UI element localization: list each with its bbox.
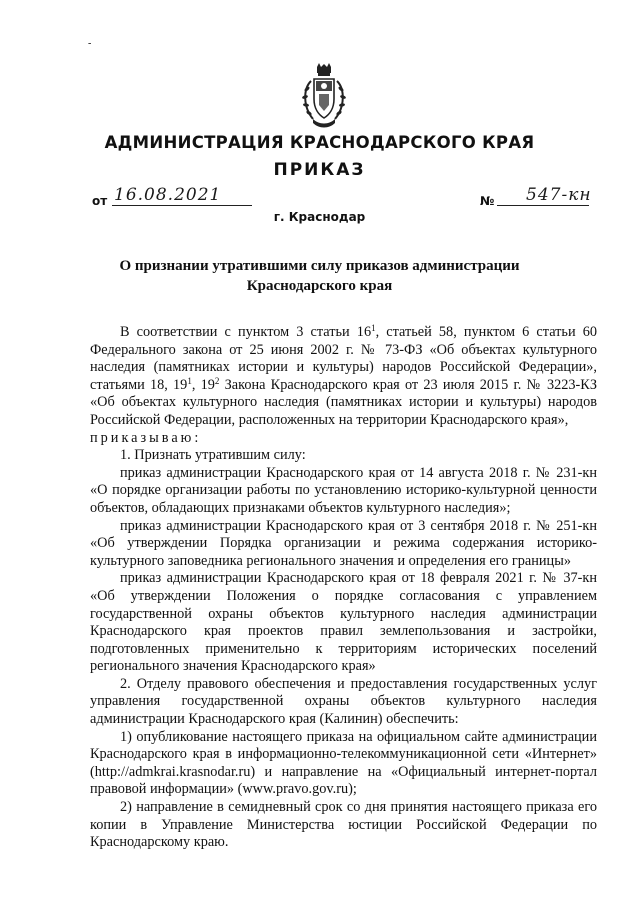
date-value: 16.08.2021	[114, 185, 222, 205]
city: г. Краснодар	[273, 210, 366, 224]
order-word: приказываю:	[90, 429, 202, 446]
number-label: №	[480, 194, 495, 208]
item-2: 2. Отделу правового обеспечения и предоставления государственных услуг управления государственной охраны объектов культурного наследия администрации Краснодарского края (Калинин) обеспечить:	[90, 675, 597, 728]
margin-mark: -	[88, 38, 92, 49]
item-2-subitem-2: 2) направление в семидневный срок со дня принятия настоящего приказа его копии в Управление Министерства юстиции Российской Федерации по Краснодарскому краю.	[90, 799, 597, 851]
superscript: 2	[214, 375, 220, 386]
organization-name: АДМИНИСТРАЦИЯ КРАСНОДАРСКОГО КРАЯ	[104, 133, 535, 152]
preamble-text-a: В соответствии с пунктом 3 статьи 16	[120, 324, 372, 340]
preamble-text-d: Закона Краснодарского края от 23 июля 2015 г. № 3223-КЗ «Об объектах культурного наследия (памятниках истории и культуры) народов Российской Федерации, расположенных на территории Краснодарского края»,	[90, 376, 597, 428]
preamble-text-c: , 19	[191, 376, 215, 393]
date-label: от	[92, 194, 108, 208]
preamble-paragraph	[90, 324, 597, 447]
repealed-order-2: приказ администрации Краснодарского края от 3 сентября 2018 г. № 251-кн «Об утверждении Порядка организации и режима содержания историко-культурного заповедника регионального значения и определения его границы»	[90, 517, 597, 569]
repealed-order-1: приказ администрации Краснодарского края от 14 августа 2018 г. № 231-кн «О порядке организации работы по установлению историко-культурной ценности объектов, обладающих признаками объектов культурного наследия»;	[90, 464, 597, 516]
document-type: ПРИКАЗ	[273, 160, 366, 180]
title-line-2: Краснодарского края	[246, 278, 393, 294]
repealed-order-3: приказ администрации Краснодарского края от 18 февраля 2021 г. № 37-кн «Об утверждении Положения о порядке согласования с управлением государственной охраны объектов культурного наследия администрации Краснодарского края проектов правил землепользования и застройки, подготовленных применительно к территориям исторических поселений регионального значения Краснодарского края»	[90, 570, 597, 675]
document-title	[0, 256, 639, 296]
item-2-subitem-1: 1) опубликование настоящего приказа на официальном сайте администрации Краснодарского края в информационно-телекоммуникационной сети «Интернет» (http://admkrai.krasnodar.ru) и направление на «Официальный интернет-портал правовой информации» (www.pravo.gov.ru);	[90, 728, 597, 798]
coat-of-arms-icon	[299, 63, 349, 129]
superscript: 1	[187, 375, 192, 386]
number-underline	[497, 205, 589, 206]
preamble-text-b: , статьей 58, пунктом 6 статьи 60 Федерального закона от 25 июня 2002 г. № 73-ФЗ «Об объектах культурного наследия (памятниках истории и культуры) народов Российской Федерации», статьями 18, 19	[90, 324, 597, 393]
number-value: 547-кн	[526, 185, 592, 205]
superscript: 1	[371, 323, 376, 333]
document-body	[90, 324, 597, 852]
title-line-1: О признании утратившими силу приказов администрации	[119, 258, 520, 274]
item-1: 1. Признать утратившим силу:	[120, 447, 306, 464]
date-underline	[112, 205, 252, 206]
